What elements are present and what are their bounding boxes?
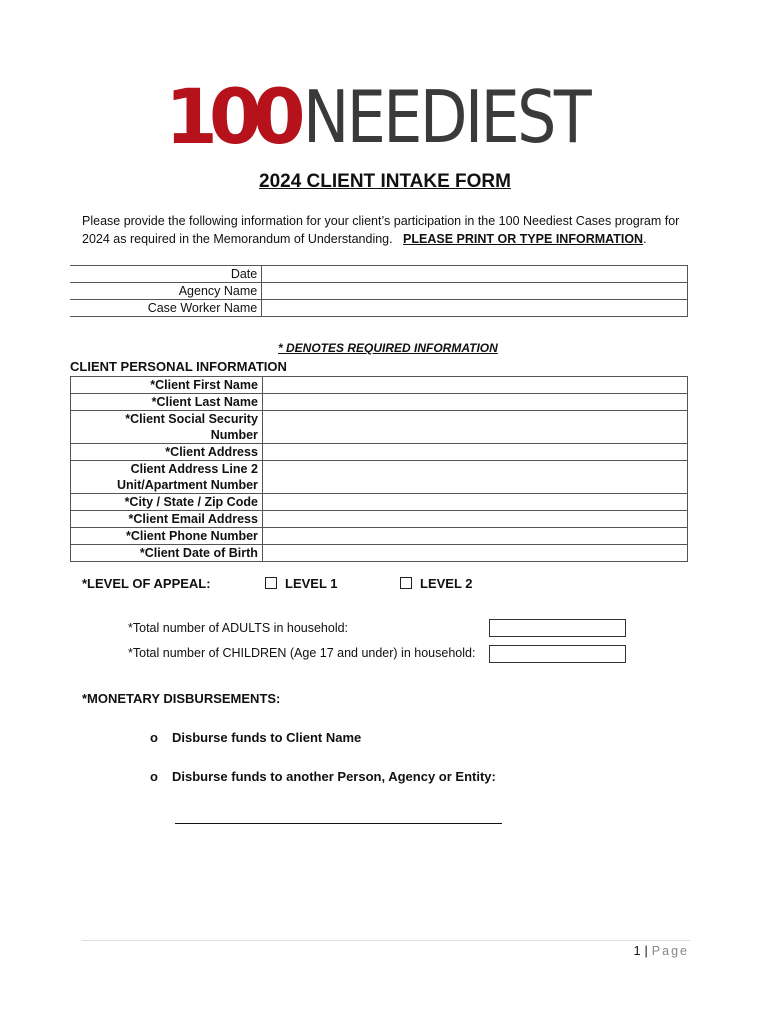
table-row xyxy=(71,394,688,411)
children-count-label: *Total number of CHILDREN (Age 17 and under) in household: xyxy=(128,646,476,660)
level-2-checkbox[interactable] xyxy=(400,577,412,589)
monetary-disbursements-label: *MONETARY DISBURSEMENTS: xyxy=(82,691,281,706)
city-state-zip-field[interactable] xyxy=(262,494,687,511)
table-row xyxy=(71,411,688,444)
client-last-name-field[interactable] xyxy=(262,394,687,411)
table-row xyxy=(71,444,688,461)
children-count-field[interactable] xyxy=(489,645,626,663)
page-word: Page xyxy=(651,944,689,958)
table-row xyxy=(71,528,688,545)
agency-info-table xyxy=(70,265,688,317)
client-last-name-label: *Client Last Name xyxy=(71,394,263,411)
agency-name-label: Agency Name xyxy=(70,283,262,300)
footer-divider xyxy=(82,940,690,941)
client-phone-field[interactable] xyxy=(262,528,687,545)
client-address-line2-field[interactable] xyxy=(262,461,687,494)
intro-text: Please provide the following information for your client’s participation in the 100 Neediest Cases program for 2024 as required in the Memorandum of Understanding. xyxy=(82,214,680,246)
client-ssn-field[interactable] xyxy=(262,411,687,444)
disburse-to-other-option[interactable] xyxy=(150,769,496,784)
table-row xyxy=(71,461,688,494)
address-line2-label-line2: Unit/Apartment Number xyxy=(116,478,258,492)
disburse-to-client-option[interactable] xyxy=(150,730,361,745)
table-row xyxy=(71,511,688,528)
level-2-option[interactable] xyxy=(400,576,473,591)
table-row xyxy=(71,377,688,394)
page-footer xyxy=(634,944,689,958)
client-address-label: *Client Address xyxy=(71,444,263,461)
agency-name-field[interactable] xyxy=(262,283,688,300)
table-row xyxy=(70,266,688,283)
level-of-appeal-label: *LEVEL OF APPEAL: xyxy=(82,576,211,591)
case-worker-name-field[interactable] xyxy=(262,300,688,317)
client-first-name-field[interactable] xyxy=(262,377,687,394)
city-state-zip-label: *City / State / Zip Code xyxy=(71,494,263,511)
client-info-table xyxy=(70,376,688,562)
date-field[interactable] xyxy=(262,266,688,283)
level-1-label: LEVEL 1 xyxy=(285,576,338,591)
level-1-checkbox[interactable] xyxy=(265,577,277,589)
logo-word: NEEDIEST xyxy=(302,75,589,159)
client-dob-field[interactable] xyxy=(262,545,687,562)
date-label: Date xyxy=(70,266,262,283)
table-row xyxy=(71,545,688,562)
bullet-icon: o xyxy=(150,769,158,784)
other-recipient-line[interactable] xyxy=(175,822,502,824)
case-worker-name-label: Case Worker Name xyxy=(70,300,262,317)
logo-number: 100 xyxy=(165,72,297,161)
level-2-label: LEVEL 2 xyxy=(420,576,473,591)
intro-paragraph xyxy=(82,212,702,248)
level-1-option[interactable] xyxy=(265,576,338,591)
client-email-label: *Client Email Address xyxy=(71,511,263,528)
intro-trailing: . xyxy=(643,232,647,246)
disburse-to-other-label: Disburse funds to another Person, Agency or Entity: xyxy=(172,769,496,784)
page-number: 1 xyxy=(633,944,641,958)
adults-count-field[interactable] xyxy=(489,619,626,637)
client-ssn-label: *Client Social Security Number xyxy=(71,411,263,444)
form-title: 2024 CLIENT INTAKE FORM xyxy=(259,171,511,192)
bullet-icon: o xyxy=(150,730,158,745)
table-row xyxy=(70,283,688,300)
intro-emphasis: PLEASE PRINT OR TYPE INFORMATION xyxy=(403,232,644,246)
disburse-to-client-label: Disburse funds to Client Name xyxy=(172,730,362,745)
address-line2-label-line1: Client Address Line 2 xyxy=(130,462,258,476)
client-address-field[interactable] xyxy=(262,444,687,461)
table-row xyxy=(71,494,688,511)
client-phone-label: *Client Phone Number xyxy=(71,528,263,545)
adults-count-label: *Total number of ADULTS in household: xyxy=(128,621,349,635)
client-section-title: CLIENT PERSONAL INFORMATION xyxy=(70,359,287,374)
table-row xyxy=(70,300,688,317)
client-first-name-label: *Client First Name xyxy=(71,377,263,394)
required-note: * DENOTES REQUIRED INFORMATION xyxy=(278,341,498,355)
client-dob-label: *Client Date of Birth xyxy=(71,545,263,562)
client-address-line2-label xyxy=(71,461,263,494)
footer-separator: | xyxy=(644,944,648,958)
brand-logo xyxy=(165,72,635,161)
client-email-field[interactable] xyxy=(262,511,687,528)
